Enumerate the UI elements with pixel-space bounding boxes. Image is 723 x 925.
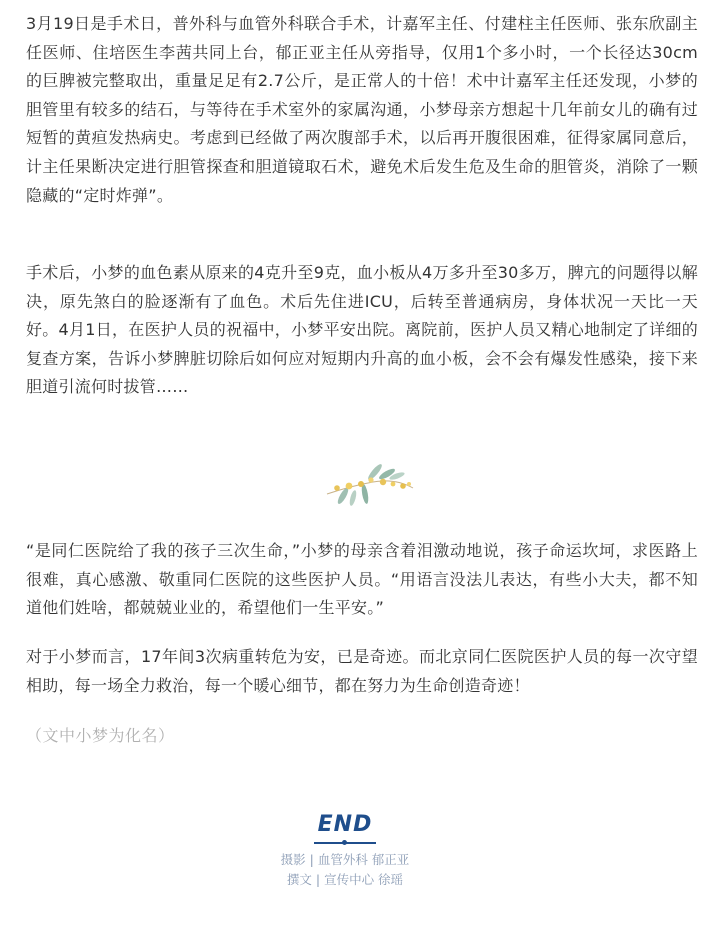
pseudonym-note: （文中小梦为化名）: [26, 726, 175, 745]
end-divider-dot: [342, 840, 347, 845]
flower-branch-icon: [321, 458, 417, 510]
article-paragraph-conclusion: 对于小梦而言，17年间3次病重转危为安，已是奇迹。而北京同仁医院医护人员的每一次守望相助，每一场全力救治，每一个暖心细节，都在努力为生命创造奇迹！: [26, 647, 698, 695]
end-divider: [314, 840, 376, 846]
photo-credit: 摄影 | 血管外科 郁正亚: [280, 852, 410, 867]
end-label: END: [317, 812, 373, 837]
article-footer: [0, 810, 690, 890]
article-paragraph-surgery: 3月19日是手术日，普外科与血管外科联合手术，计嘉军主任、付建柱主任医师、张东欣副主任医师、住培医生李茜共同上台，郁正亚主任从旁指导，仅用1个多小时，一个长径达30cm的巨脾被完整取出，重量足足有2.7公斤，是正常人的十倍！术中计嘉军主任还发现，小梦的胆管里有较多的结石，与等待在手术室外的家属沟通，小梦母亲方想起十几年前女儿的确有过短暂的黄疸发热病史。考虑到已经做了两次腹部手术，以后再开腹很困难，征得家属同意后，计主任果断决定进行胆管探查和胆道镜取石术，避免术后发生危及生命的胆管炎，消除了一颗隐藏的“定时炸弹”。: [26, 14, 698, 205]
article-paragraph-recovery: 手术后，小梦的血色素从原来的4克升至9克，血小板从4万多升至30多万，脾亢的问题得以解决，原先煞白的脸逐渐有了血色。术后先住进ICU，后转至普通病房，身体状况一天比一天好。4月1日，在医护人员的祝福中，小梦平安出院。离院前，医护人员又精心地制定了详细的复查方案，告诉小梦脾脏切除后如何应对短期内升高的血小板，会不会有爆发性感染，接下来胆道引流何时拔管……: [26, 263, 698, 397]
writer-credit: 撰文 | 宣传中心 徐瑶: [286, 872, 404, 887]
article-paragraph-mother-quote: “是同仁医院给了我的孩子三次生命，”小梦的母亲含着泪激动地说，孩子命运坎坷，求医路上很难，真心感激、敬重同仁医院的这些医护人员。“用语言没法儿表达，有些小大夫，都不知道他们姓啥，都兢兢业业的，希望他们一生平安。”: [26, 541, 698, 618]
